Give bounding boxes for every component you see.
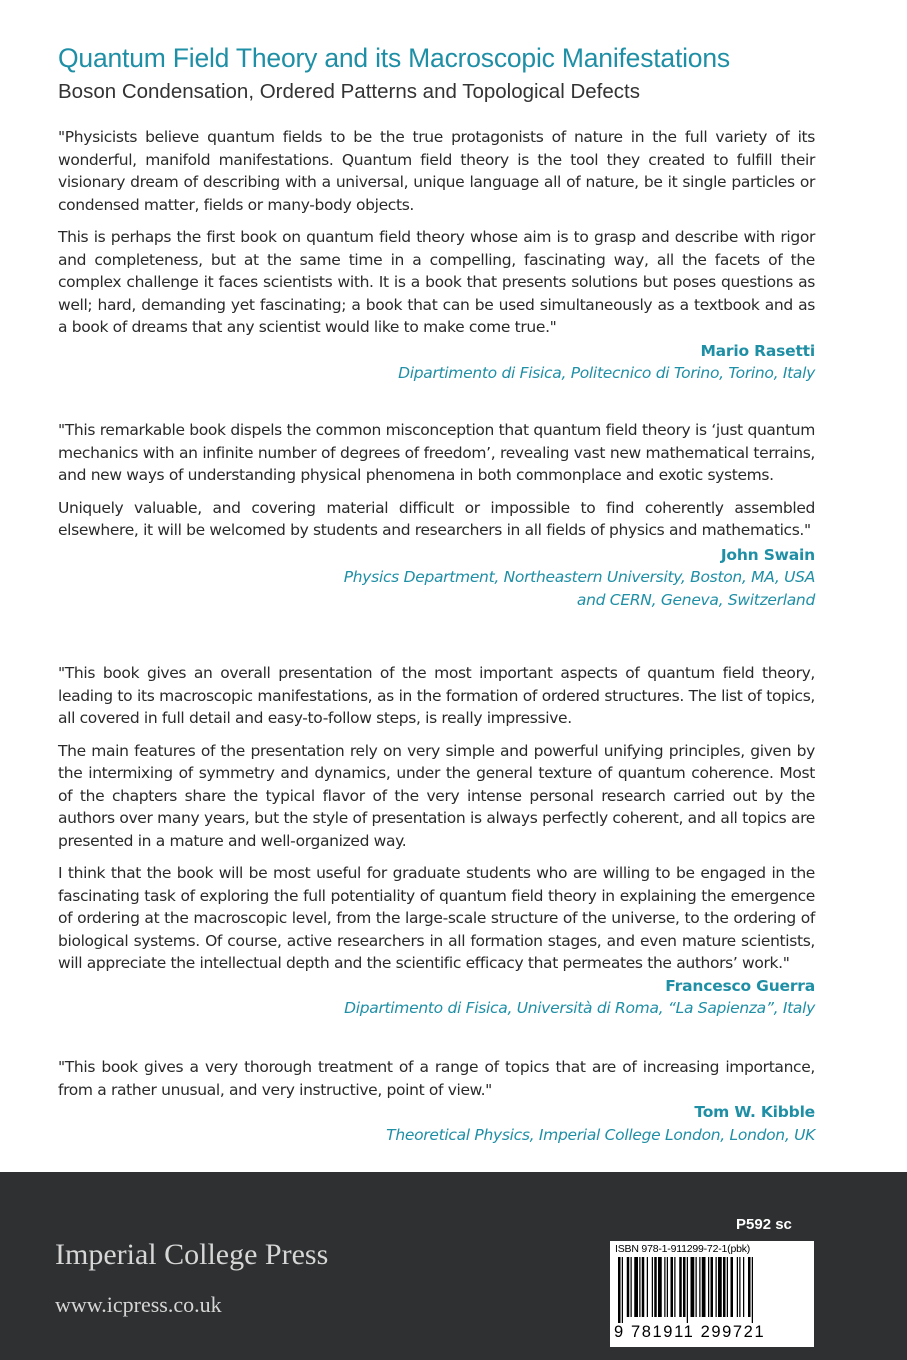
review-paragraph: This is perhaps the first book on quantum field theory whose aim is to grasp and describe with rigor and completeness, but at the same time in a compelling, fascinating way, all the facets of the complex challenge it faces scientists with. It is a book that presents solutions but poses questions as well; hard, demanding yet fascinating; a book that can be used simultaneously as a textbook and as a book of dreams that any scientist would like to make come true." [58,228,815,336]
barcode-bar [658,1257,662,1317]
review-paragraph: "Physicists believe quantum fields to be the true protagonists of nature in the full variety of its wonderful, manifold manifestations. Quantum field theory is the tool they created to fulfill their visionary dream of describing with a universal, unique language all of nature, be it single particles or condensed matter, fields or many-body objects. [58,128,815,214]
barcode-bar [699,1257,700,1317]
barcode-bar [748,1257,751,1317]
reviewer-name: Francesco Guerra [665,976,815,995]
barcode-bar [627,1257,630,1317]
barcode-bar [731,1257,734,1317]
review-francesco-guerra [58,662,815,1020]
barcode-bar [752,1257,753,1323]
barcode-digits: 9 781911 299721 [614,1323,766,1341]
barcode-bar [618,1257,621,1323]
barcode-bar [716,1257,717,1317]
review-tom-kibble [58,1056,815,1146]
barcode-bar [667,1257,668,1317]
isbn-barcode [610,1241,814,1347]
product-code: P592 sc [736,1216,792,1233]
reviewer-name: Mario Rasetti [700,341,815,360]
barcode-bar [679,1257,682,1317]
review-john-swain [58,419,815,611]
barcode-bar [737,1257,738,1317]
barcode-bar [622,1257,623,1323]
barcode-bar [631,1257,632,1317]
review-paragraph: "This remarkable book dispels the common misconception that quantum field theory is ‘just quantum mechanics with an infinite number of degrees of freedom’, revealing vast new mathematical terrains, and new ways of understanding physical phenomena in both commonplace and exotic systems. [58,421,815,484]
barcode-bar [652,1257,653,1317]
barcode-bar [683,1257,686,1317]
publisher-footer [0,1172,907,1360]
review-mario-rasetti [58,126,815,385]
barcode-bar [727,1257,728,1317]
review-paragraph: "This book gives a very thorough treatment of a range of topics that are of increasing importance, from a rather unusual, and very instructive, point of view." [58,1058,815,1099]
barcode-bar [642,1257,645,1317]
review-paragraph: The main features of the presentation rely on very simple and powerful unifying principles, given by the intermixing of symmetry and dynamics, under the general texture of quantum coherence. Most of the chapters share the typical flavor of the very intense personal research carried out by the authors over many years, but the style of presentation is always perfectly coherent, and all topics are presented in a mature and well-organized way. [58,741,815,850]
barcode-icon [616,1257,810,1323]
barcode-bar [654,1257,657,1317]
review-paragraph: Uniquely valuable, and covering material difficult or impossible to find coherently assembled elsewhere, it will be welcomed by students and researchers in all fields of physics and mathematics." [58,498,815,539]
barcode-bar [634,1257,638,1317]
barcode-bar [718,1257,722,1317]
barcode-bar [647,1257,648,1317]
barcode-bar [743,1257,744,1317]
reviewer-affiliation: and CERN, Geneva, Switzerland [576,590,815,609]
barcode-bar [664,1257,665,1317]
barcode-bar [723,1257,726,1317]
barcode-bar [696,1257,697,1317]
publisher-url[interactable]: www.icpress.co.uk [55,1292,222,1317]
review-paragraph: "This book gives an overall presentation of the most important aspects of quantum field theory, leading to its macroscopic manifestations, as in the formation of ordered structures. The list of topics, all covered in full detail and easy-to-follow steps, is really impressive. [58,664,815,727]
barcode-bar [708,1257,709,1317]
reviewer-affiliation: Dipartimento di Fisica, Università di Roma, “La Sapienza”, Italy [344,999,815,1017]
barcode-bar [739,1257,740,1317]
book-title: Quantum Field Theory and its Macroscopic Manifestations [58,43,730,73]
reviewer-name: John Swain [720,545,815,564]
book-subtitle: Boson Condensation, Ordered Patterns and Topological Defects [58,80,640,103]
reviewer-affiliation: Theoretical Physics, Imperial College London, London, UK [386,1125,815,1144]
barcode-bar [691,1257,695,1317]
barcode-bar [711,1257,714,1317]
publisher-name: Imperial College Press [55,1238,329,1271]
barcode-bar [674,1257,675,1317]
barcode-bar [671,1257,674,1317]
barcode-bar [687,1257,688,1323]
reviewer-name: Tom W. Kibble [694,1103,815,1121]
barcode-bar [639,1257,640,1317]
reviewer-affiliation: Dipartimento di Fisica, Politecnico di Torino, Torino, Italy [398,364,815,382]
barcode-bar [702,1257,706,1317]
isbn-label: ISBN 978-1-911299-72-1(pbk) [615,1243,751,1255]
review-paragraph: I think that the book will be most useful for graduate students who are willing to be engaged in the fascinating task of exploring the full potentiality of quantum field theory in explaining the emergence of ordering at the macroscopic level, from the large-scale structure of the universe, to the ordering of biological systems. Of course, active researchers in all formation stages, and even mature scientists, will appreciate the intellectual depth and the scientific efficacy that permeates the authors’ work." [58,864,815,972]
reviewer-affiliation: Physics Department, Northeastern University, Boston, MA, USA [343,568,815,586]
